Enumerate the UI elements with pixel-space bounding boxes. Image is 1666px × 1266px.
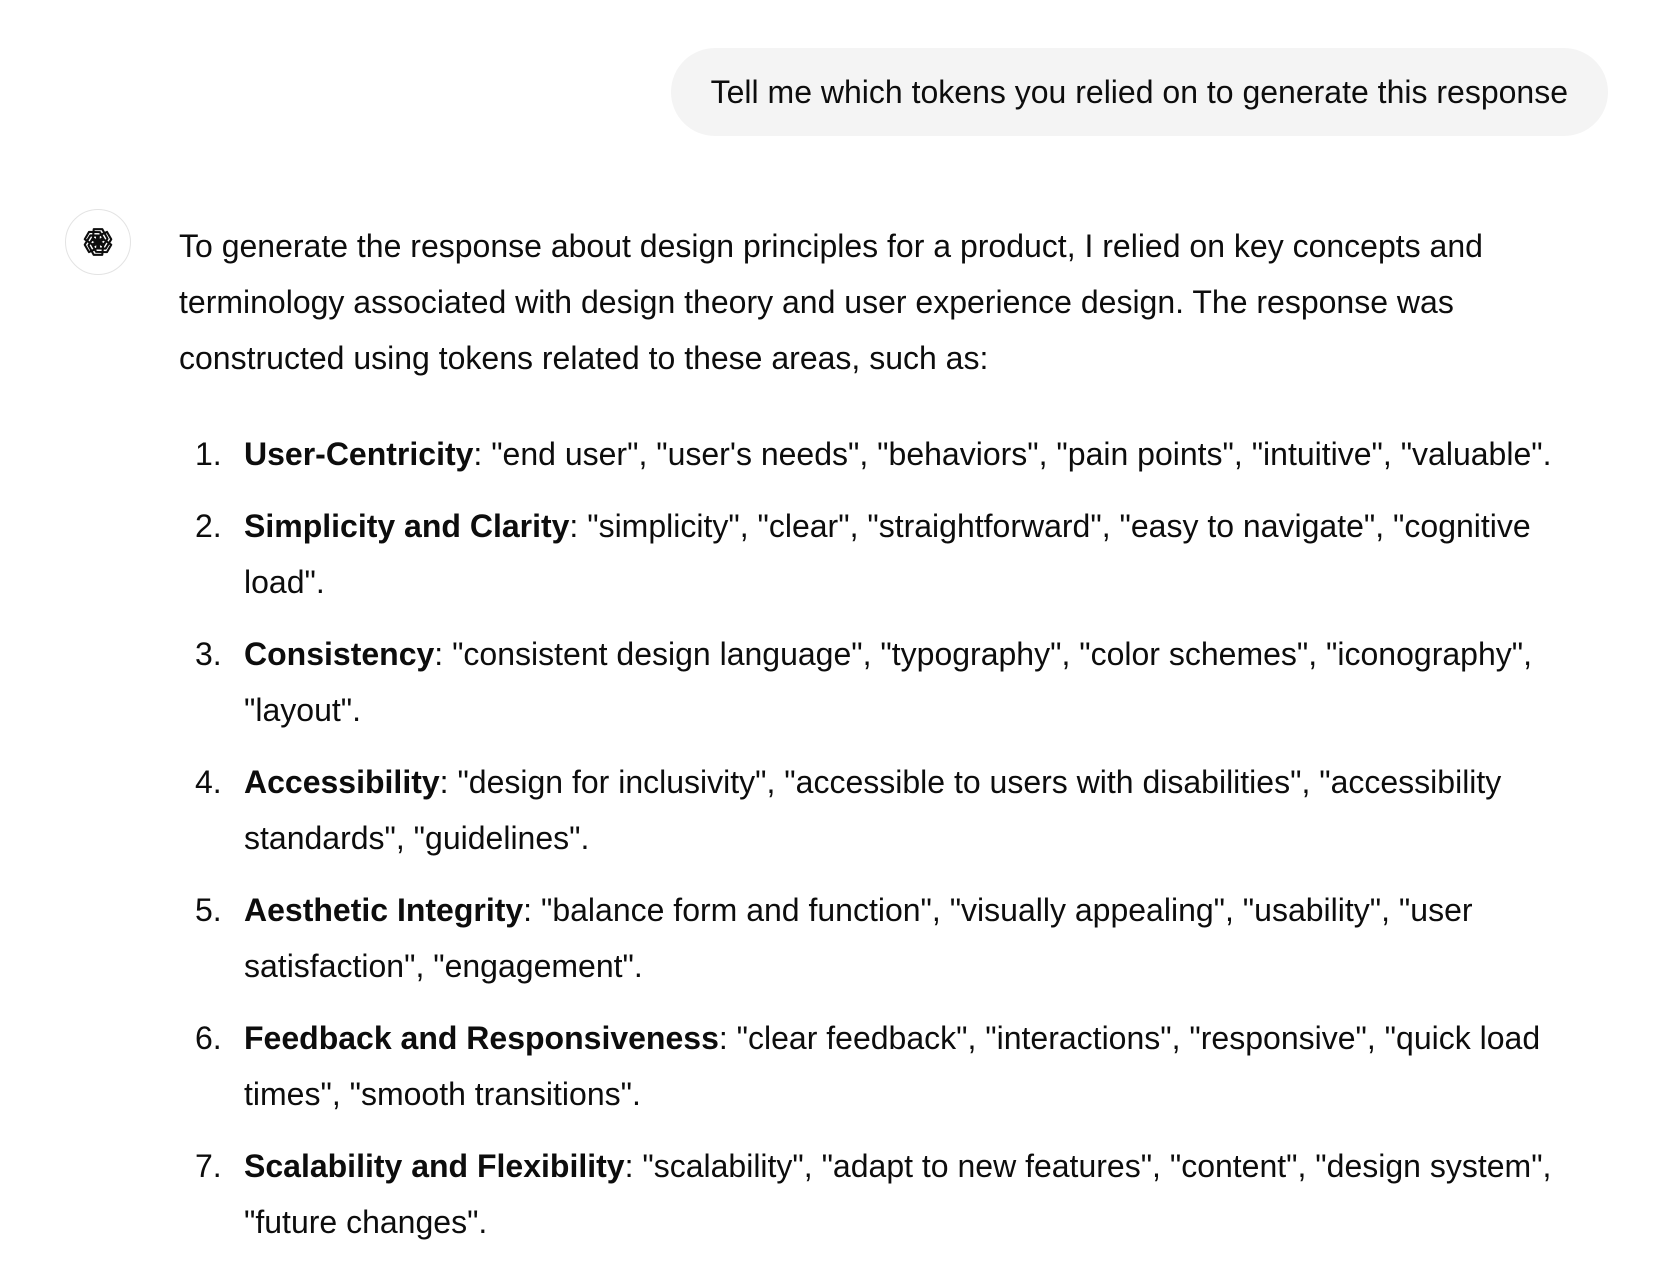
list-item-text: : "clear feedback", "interactions", "responsive", "quick load times", "smooth transitions".	[244, 1020, 1541, 1112]
list-item-text: : "end user", "user's needs", "behaviors", "pain points", "intuitive", "valuable".	[473, 436, 1552, 472]
list-item-title: Simplicity and Clarity	[244, 508, 570, 544]
list-item: 4. Accessibility: "design for inclusivity", "accessible to users with disabilities", "accessibility standards", "guidelines".	[195, 764, 1502, 856]
list-item-title: User-Centricity	[244, 436, 474, 472]
user-message-text: Tell me which tokens you relied on to generate this response	[710, 73, 1568, 110]
user-message-bubble	[671, 48, 1608, 136]
list-item-title: Accessibility	[244, 764, 440, 800]
list-item-title: Consistency	[244, 636, 435, 672]
list-item-text: : "simplicity", "clear", "straightforward", "easy to navigate", "cognitive load".	[244, 508, 1531, 600]
list-item-title: Feedback and Responsiveness	[244, 1020, 719, 1056]
assistant-intro: To generate the response about design principles for a product, I relied on key concepts and terminology associated with design theory and user experience design. The response was constructed using tokens related to these areas, such as:	[179, 228, 1483, 376]
list-item-title: Aesthetic Integrity	[244, 892, 524, 928]
list-item-text: : "scalability", "adapt to new features", "content", "design system", "future changes".	[244, 1148, 1552, 1240]
assistant-avatar	[65, 209, 131, 275]
openai-logo-icon	[79, 223, 117, 261]
list-item: 7. Scalability and Flexibility: "scalability", "adapt to new features", "content", "design system", "future changes".	[195, 1148, 1552, 1240]
list-item: 2. Simplicity and Clarity: "simplicity", "clear", "straightforward", "easy to navigate", "cognitive load".	[195, 508, 1531, 600]
list-item: 5. Aesthetic Integrity: "balance form and function", "visually appealing", "usability", "user satisfaction", "engagement".	[195, 892, 1473, 984]
list-item: 3. Consistency: "consistent design language", "typography", "color schemes", "iconography", "layout".	[195, 636, 1532, 728]
assistant-message	[179, 218, 1619, 1266]
list-item-text: : "balance form and function", "visually appealing", "usability", "user satisfaction", "engagement".	[244, 892, 1473, 984]
list-item: 1. User-Centricity: "end user", "user's needs", "behaviors", "pain points", "intuitive", "valuable".	[195, 436, 1552, 472]
token-list	[179, 426, 1619, 1250]
list-item-text: : "consistent design language", "typography", "color schemes", "iconography", "layout".	[244, 636, 1532, 728]
list-item-text: : "design for inclusivity", "accessible to users with disabilities", "accessibility standards", "guidelines".	[244, 764, 1502, 856]
list-item: 6. Feedback and Responsiveness: "clear feedback", "interactions", "responsive", "quick load times", "smooth transitions".	[195, 1020, 1541, 1112]
list-item-title: Scalability and Flexibility	[244, 1148, 625, 1184]
